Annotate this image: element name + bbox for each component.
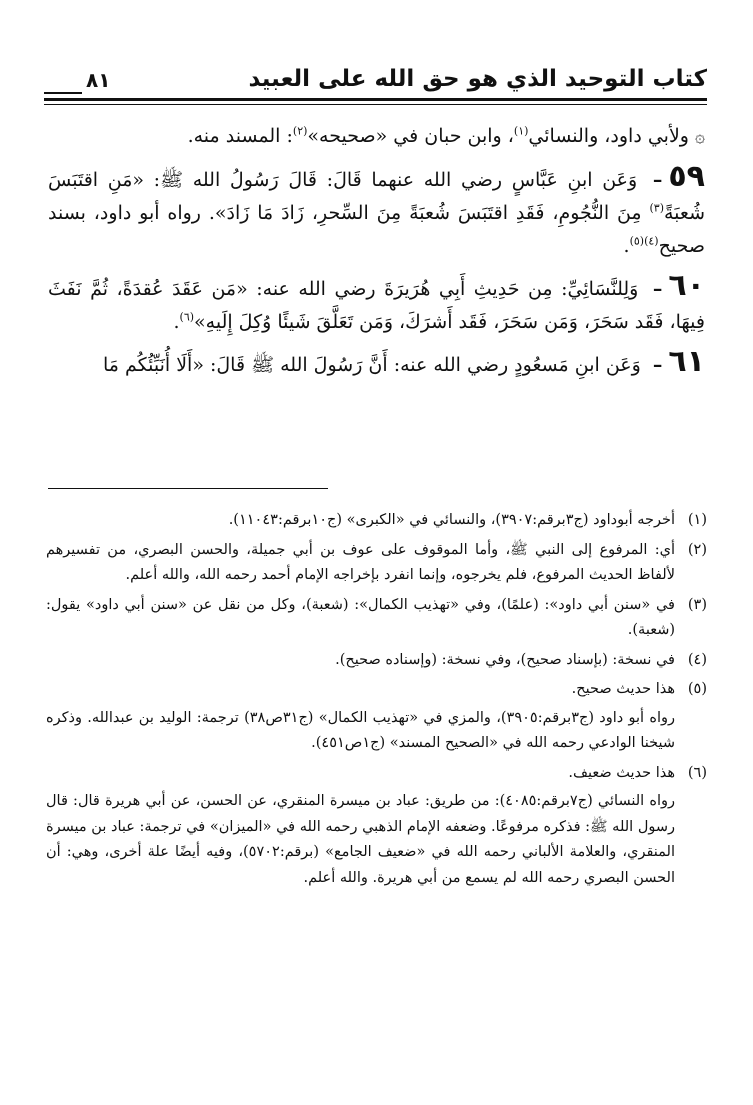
hadith-59-text-b: مِنَ النُّجُومِ، فَقَدِ اقتَبَسَ شُعبَةً مِنَ السِّحرِ، زَادَ مَا زَادَ». رواه أبو داود، بسند صحيح xyxy=(48,202,705,257)
footnote-2 xyxy=(46,538,707,589)
dash: – xyxy=(652,354,663,376)
header-rule-short xyxy=(44,92,82,94)
hadith-60-text: وَلِلنَّسَائِيِّ: مِن حَدِيثِ أَبِي هُرَيرَةَ رضي الله عنه: «مَن عَقَدَ عُقدَةً، ثُمَّ نَفَثَ فِيهَا، فَقَد سَحَرَ، وَمَن سَحَرَ، فَقَد أَشرَكَ، وَمَن تَعَلَّقَ شَيئًا وُكِلَ إِلَيهِ» xyxy=(48,278,705,333)
page-number: ٨١ xyxy=(86,68,111,92)
hadith-number: ٦٠ xyxy=(668,268,705,303)
footnote-text: أي: المرفوع إلى النبي ﷺ، وأما الموقوف على عوف بن أبي جميلة، والحسن البصري، من تفسيرهم لألفاظ الحديث المرفوع، فلم يخرجوه، وإنما انفرد بإخراجه الإمام أحمد رحمه الله، والله أعلم. xyxy=(46,541,675,583)
header-rule-thick xyxy=(44,98,707,101)
intro-paragraph xyxy=(48,120,705,154)
main-text xyxy=(48,120,705,382)
footnote-number: (٥) xyxy=(687,681,707,697)
footnotes xyxy=(46,508,707,895)
hadith-60: ٦٠– وَلِلنَّسَائِيِّ: مِن حَدِيثِ أَبِي هُرَيرَةَ رضي الله عنه: «مَن عَقَدَ عُقدَةً، ثُمَّ نَفَثَ فِيهَا، فَقَد سَحَرَ، وَمَن سَحَرَ، فَقَد أَشرَكَ، وَمَن تَعَلَّقَ شَيئًا وُكِلَ إِلَيهِ»$^{(٦)}$. xyxy=(48,268,705,333)
footnote-number: (٣) xyxy=(687,596,707,613)
footnote-6 xyxy=(46,761,707,892)
footnote-text: هذا حديث صحيح. xyxy=(571,681,675,697)
footnote-text: أخرجه أبوداود (ج٣برقم:٣٩٠٧)، والنسائي في «الكبرى» (ج١٠برقم:١١٠٤٣). xyxy=(228,512,675,528)
footnote-subtext: رواه أبو داود (ج٣برقم:٣٩٠٥)، والمزي في «تهذيب الكمال» (ج٣١ص٣٨) ترجمة: الوليد بن عبدالله. وذكره شيخنا الوادعي رحمه الله في «الصحيح المسند» (ج١ص٤٥١). xyxy=(46,709,675,751)
hadith-number: ٦١ xyxy=(668,344,705,379)
footnote-5 xyxy=(46,677,707,757)
hadith-number: ٥٩ xyxy=(668,159,705,194)
footnote-number: (١) xyxy=(687,512,707,528)
footnote-ref-1: (١) xyxy=(513,124,529,138)
hadith-59: ٥٩– وَعَن ابنِ عَبَّاسٍ رضي الله عنهما قَالَ: قَالَ رَسُولُ الله ﷺ: «مَنِ اقتَبَسَ شُعبَةً$^{(٣)}$ مِنَ النُّجُومِ، فَقَدِ اقتَبَسَ شُعبَةً مِنَ السِّحرِ، زَادَ مَا زَادَ». رواه أبو داود، بسند صحيح$^{(٤)(٥)}$. xyxy=(48,159,705,257)
footnote-text: في «سنن أبي داود»: (علمًا)، وفي «تهذيب الكمال»: (شعبة)، وكل من نقل عن «سنن أبي داود» يقول: (شعبة). xyxy=(46,596,675,638)
hadith-61 xyxy=(48,345,705,382)
ornament-icon: ۞ xyxy=(695,127,705,147)
dash: – xyxy=(652,169,663,191)
dash: – xyxy=(652,278,663,300)
footnote-1 xyxy=(46,508,707,534)
footnote-ref-4-5: (٤)(٥) xyxy=(629,234,659,248)
intro-text-a: ولأبي داود، والنسائي xyxy=(528,125,689,147)
footnote-ref-3: (٣) xyxy=(649,201,664,215)
footnote-separator xyxy=(48,488,328,489)
book-title: كتاب التوحيد الذي هو حق الله على العبيد xyxy=(248,66,707,92)
intro-text-c: : المسند منه. xyxy=(187,125,293,147)
footnote-subtext: رواه النسائي (ج٧برقم:٤٠٨٥): من طريق: عباد بن ميسرة المنقري، عن الحسن، عن أبي هريرة قال: قال رسول الله ﷺ: فذكره مرفوعًا. وضعفه الإمام الذهبي رحمه الله في «الميزان» في ترجمة: عباد بن ميسرة المنقري، والعلامة الألباني رحمه الله في «ضعيف الجامع» (برقم:٥٧٠٢)، وفيه أيضًا علة أخرى، وهي: أن الحسن البصري رحمه الله لم يسمع من أبي هريرة. والله أعلم. xyxy=(46,793,675,886)
footnote-number: (٢) xyxy=(687,541,707,558)
header-rule-thin xyxy=(44,104,707,105)
footnote-number: (٤) xyxy=(687,651,707,668)
footnote-text: هذا حديث ضعيف. xyxy=(568,764,675,781)
hadith-59-text-a: وَعَن ابنِ عَبَّاسٍ رضي الله عنهما قَالَ: قَالَ رَسُولُ الله ﷺ: «مَنِ اقتَبَسَ شُعبَةً xyxy=(48,169,705,224)
footnote-3 xyxy=(46,593,707,644)
footnote-4 xyxy=(46,648,707,674)
footnote-ref-6: (٦) xyxy=(179,310,195,324)
footnote-ref-2: (٢) xyxy=(292,124,308,138)
hadith-61-text: وَعَن ابنِ مَسعُودٍ رضي الله عنه: أَنَّ رَسُولَ الله ﷺ قَالَ: «أَلَا أُنَبِّئُكُم مَا xyxy=(102,354,641,376)
footnote-number: (٦) xyxy=(687,764,707,781)
page-header xyxy=(44,66,707,108)
footnote-text: في نسخة: (بإسناد صحيح)، وفي نسخة: (وإسناده صحيح). xyxy=(335,651,675,668)
intro-text-b: ، وابن حبان في «صحيحه» xyxy=(307,125,514,147)
